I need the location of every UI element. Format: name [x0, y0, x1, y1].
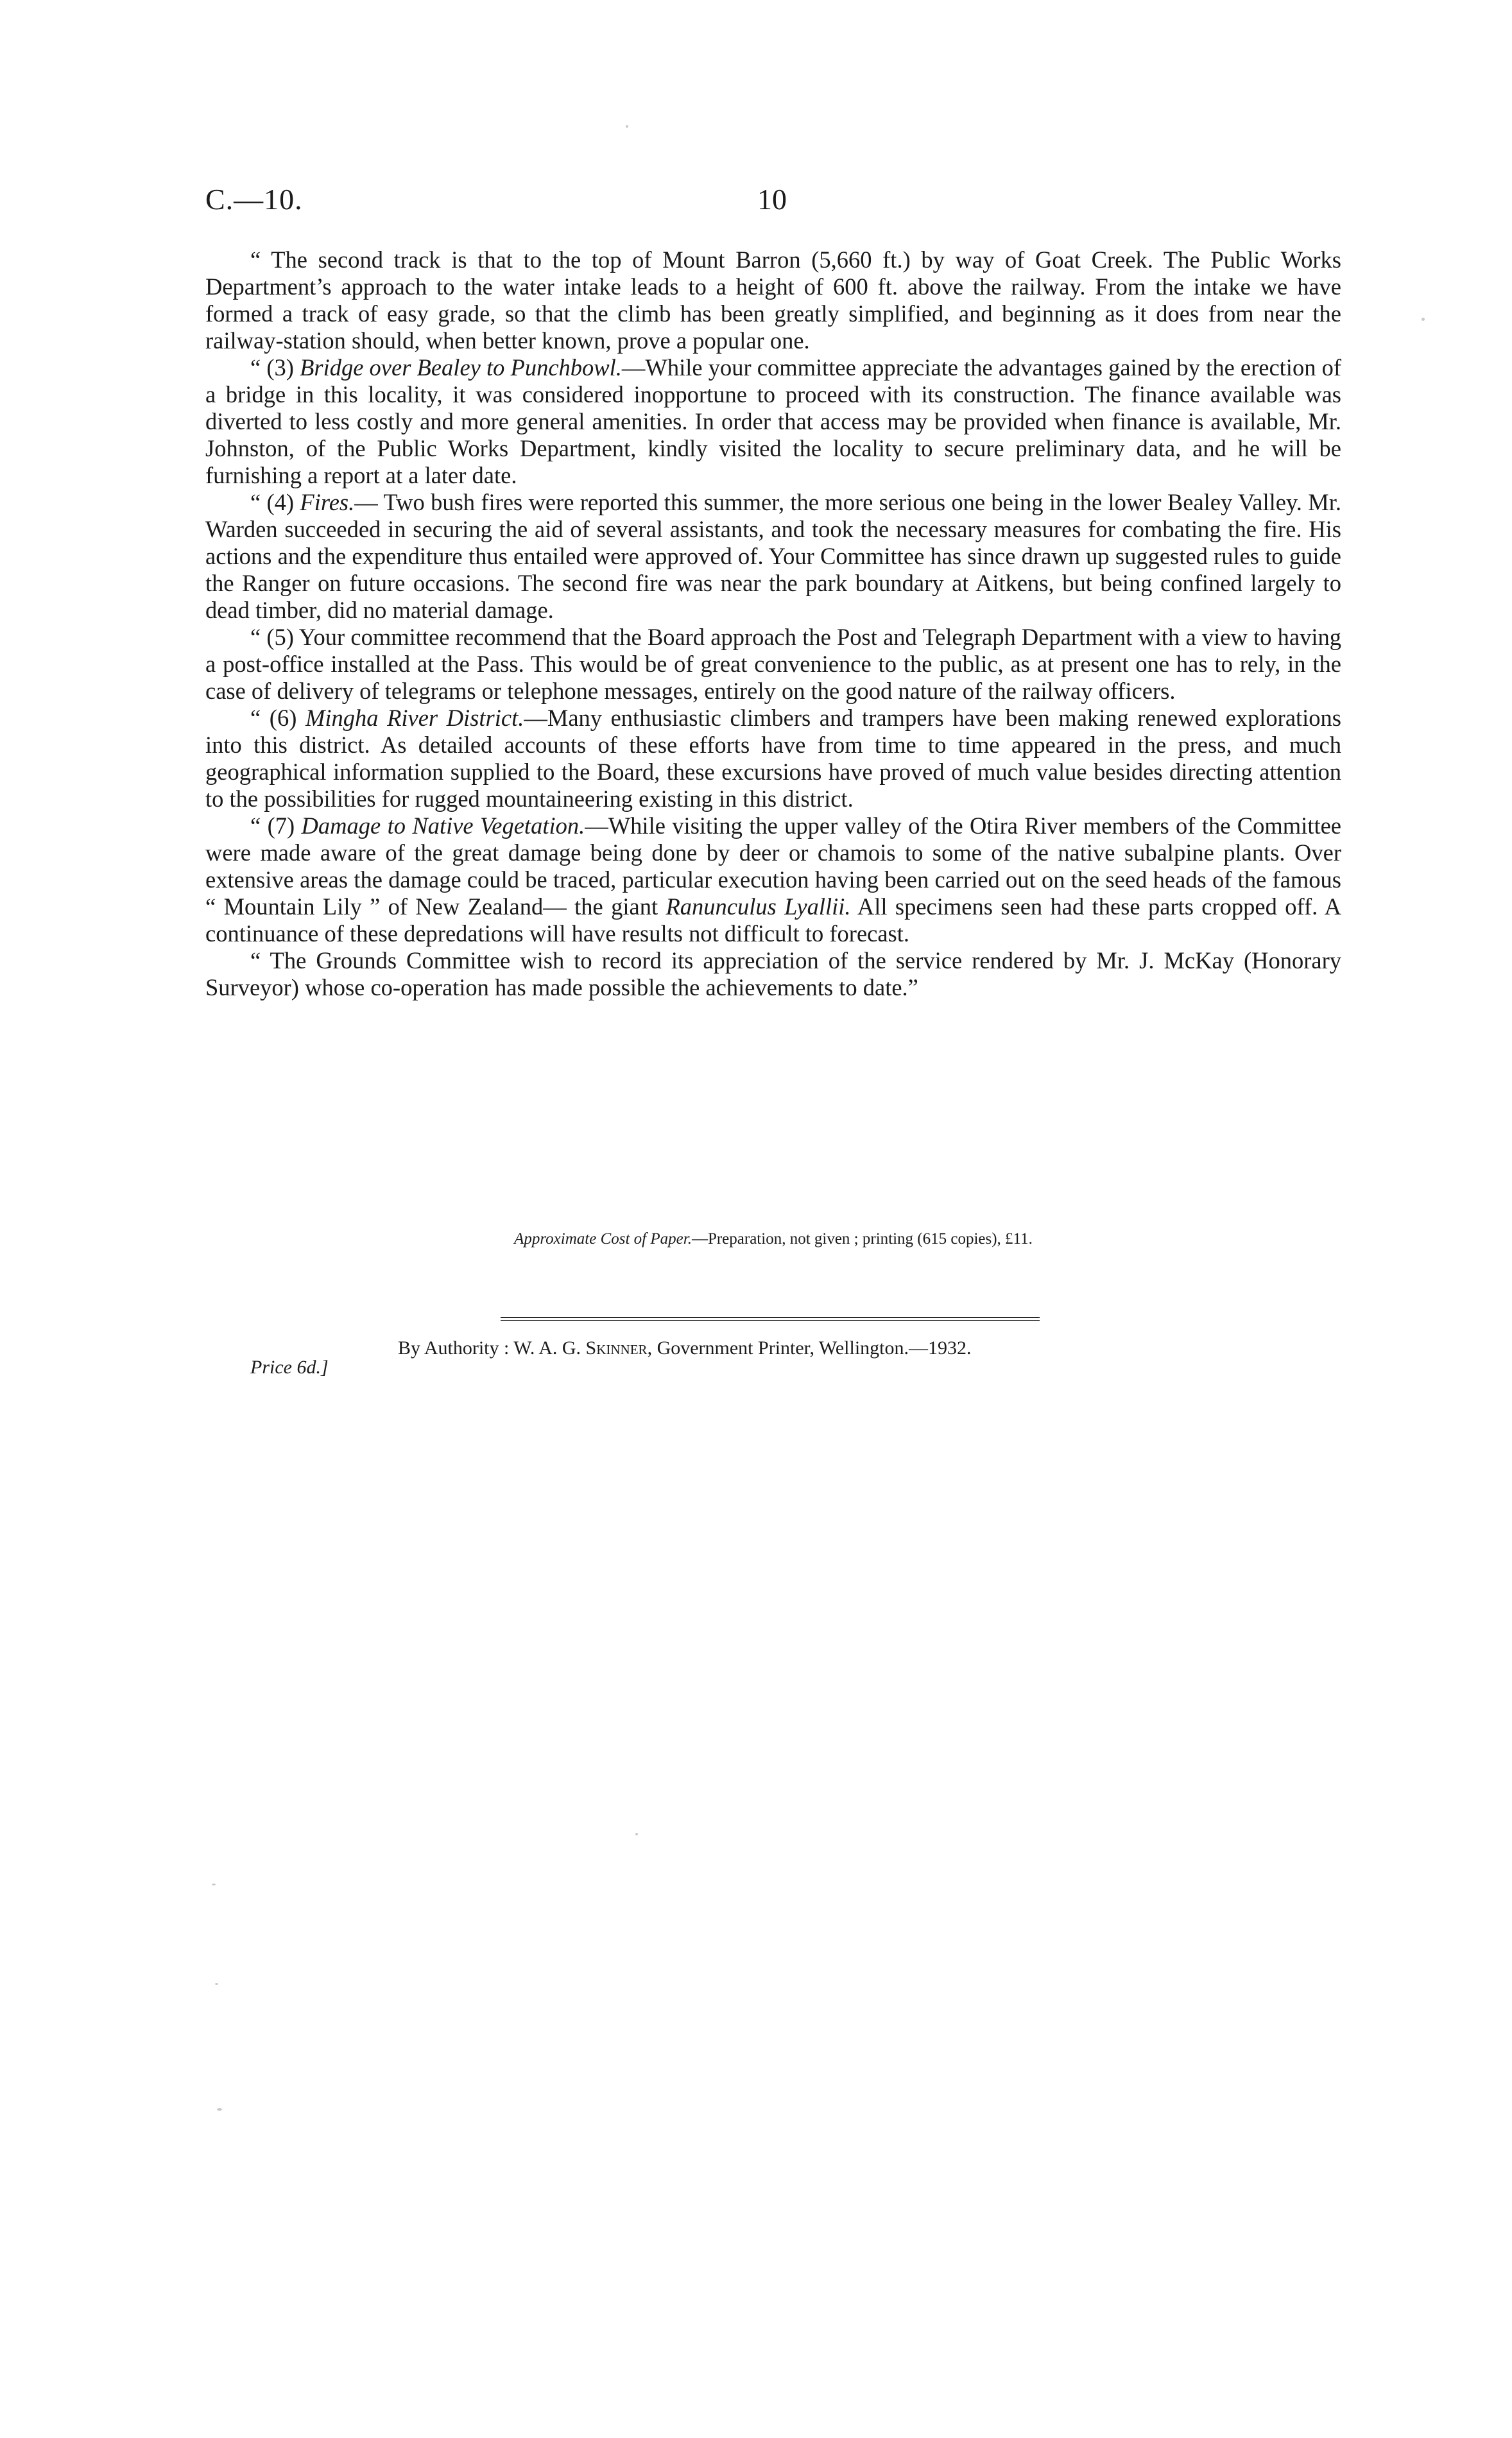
cost-detail: —Preparation, not given ; printing (615 copies), £11. [691, 1230, 1033, 1248]
paragraph-text: —While your committee appreciate the advantages gained by the erection of a bridge in this locality, it was considered inopportune to proceed with its construction. The finance available was diverted to less costly and more general amenities. In order that access may be provided when finance is available, Mr. Johnston, of the Public Works Department, kindly visited the locality to secure preliminary data, and he will be furnishing a report at a later date. [205, 354, 1342, 488]
paragraph-bridge-over-bealey [205, 354, 1341, 489]
authority-prefix: By Authority : W. A. G. [398, 1337, 586, 1359]
paper-speck [215, 1983, 218, 1985]
paragraph-text: “ The Grounds Committee wish to record its appreciation of the service rendered by Mr. J. McKay (Honorary Surveyor) whose co-operation has made possible the achievements to date.” [205, 947, 1341, 1000]
paragraph-mount-barron-track [205, 246, 1341, 354]
paper-speck [626, 125, 628, 128]
paper-speck [217, 2108, 222, 2111]
paper-speck [212, 1884, 216, 1885]
footer-divider [501, 1317, 1040, 1318]
cost-label: Approximate Cost of Paper. [514, 1230, 692, 1248]
paragraph-text: —Many enthusiastic climbers and trampers have been making renewed explorations into this district. As detailed accounts of these efforts have from time to time appeared in the press, and much geographical information supplied to the Board, these excursions have proved of much value besides directing attention to the possibilities for rugged mountaineering existing in this district. [205, 705, 1342, 812]
paper-speck [635, 1833, 638, 1835]
paragraph-text: “ (4) [250, 489, 300, 515]
price-note: Price 6d.] [250, 1357, 329, 1378]
species-name: Ranunculus Lyallii. [666, 893, 851, 920]
paragraph-text: “ (7) [250, 812, 302, 839]
paragraph-text: —While visiting the upper valley of the Otira River members of the Committee were made aware of the great damage being done by deer or chamois to some of the native subalpine plants. Over extensive areas the damage could be traced, particular execution having been carried out on the seed heads of the famous “ Mountain Lily ” of New Zealand— the giant [205, 812, 1341, 920]
approximate-cost-line [205, 1230, 1341, 1248]
document-reference: C.—10. [205, 183, 303, 216]
paragraph-post-office [205, 624, 1341, 705]
paragraph-text: “ (5) Your committee recommend that the Board approach the Post and Telegraph Department with a view to having a post-office installed at the Pass. This would be of great convenience to the public, as at present one has to rely, in the case of delivery of telegrams or telephone messages, entirely on the good nature of the railway officers. [205, 624, 1341, 704]
paragraph-text: All specimens seen had these parts cropped off. A continuance of these depredations will have results not difficult to forecast. [205, 893, 1341, 947]
paper-speck [1422, 318, 1425, 321]
page-header [205, 182, 1335, 221]
section-heading-mingha: Mingha River District. [305, 705, 524, 731]
printer-authority [398, 1337, 972, 1359]
section-heading-bridge: Bridge over Bealey to Punchbowl. [300, 354, 622, 381]
body-text [205, 246, 1341, 1001]
paragraph-fires [205, 489, 1341, 624]
paragraph-text: — Two bush fires were reported this summer, the more serious one being in the lower Bealey Valley. Mr. Warden succeeded in securing the aid of several assistants, and took the necessary measures for combating the fire. His actions and the expenditure thus entailed were approved of. Your Committee has since drawn up suggested rules to guide the Ranger on future occasions. The second fire was near the park boundary at Aitkens, but being confined largely to dead timber, did no material damage. [205, 489, 1341, 623]
paragraph-text: “ The second track is that to the top of Mount Barron (5,660 ft.) by way of Goat Creek. The Public Works Department’s approach to the water intake leads to a height of 600 ft. above the railway. From the intake we have formed a track of easy grade, so that the climb has been greatly simplified, and beginning as it does from near the railway-station should, when better known, prove a popular one. [205, 246, 1341, 354]
paragraph-native-vegetation [205, 812, 1341, 947]
printer-name: Skinner [585, 1337, 648, 1359]
authority-suffix: , Government Printer, Wellington.—1932. [647, 1337, 972, 1359]
page-number: 10 [757, 183, 787, 216]
section-heading-fires: Fires. [300, 489, 355, 515]
paragraph-text: “ (3) [250, 354, 300, 381]
paragraph-grounds-committee [205, 947, 1341, 1001]
paragraph-text: “ (6) [250, 705, 305, 731]
paragraph-mingha-river [205, 705, 1341, 812]
section-heading-vegetation: Damage to Native Vegetation. [301, 812, 585, 839]
